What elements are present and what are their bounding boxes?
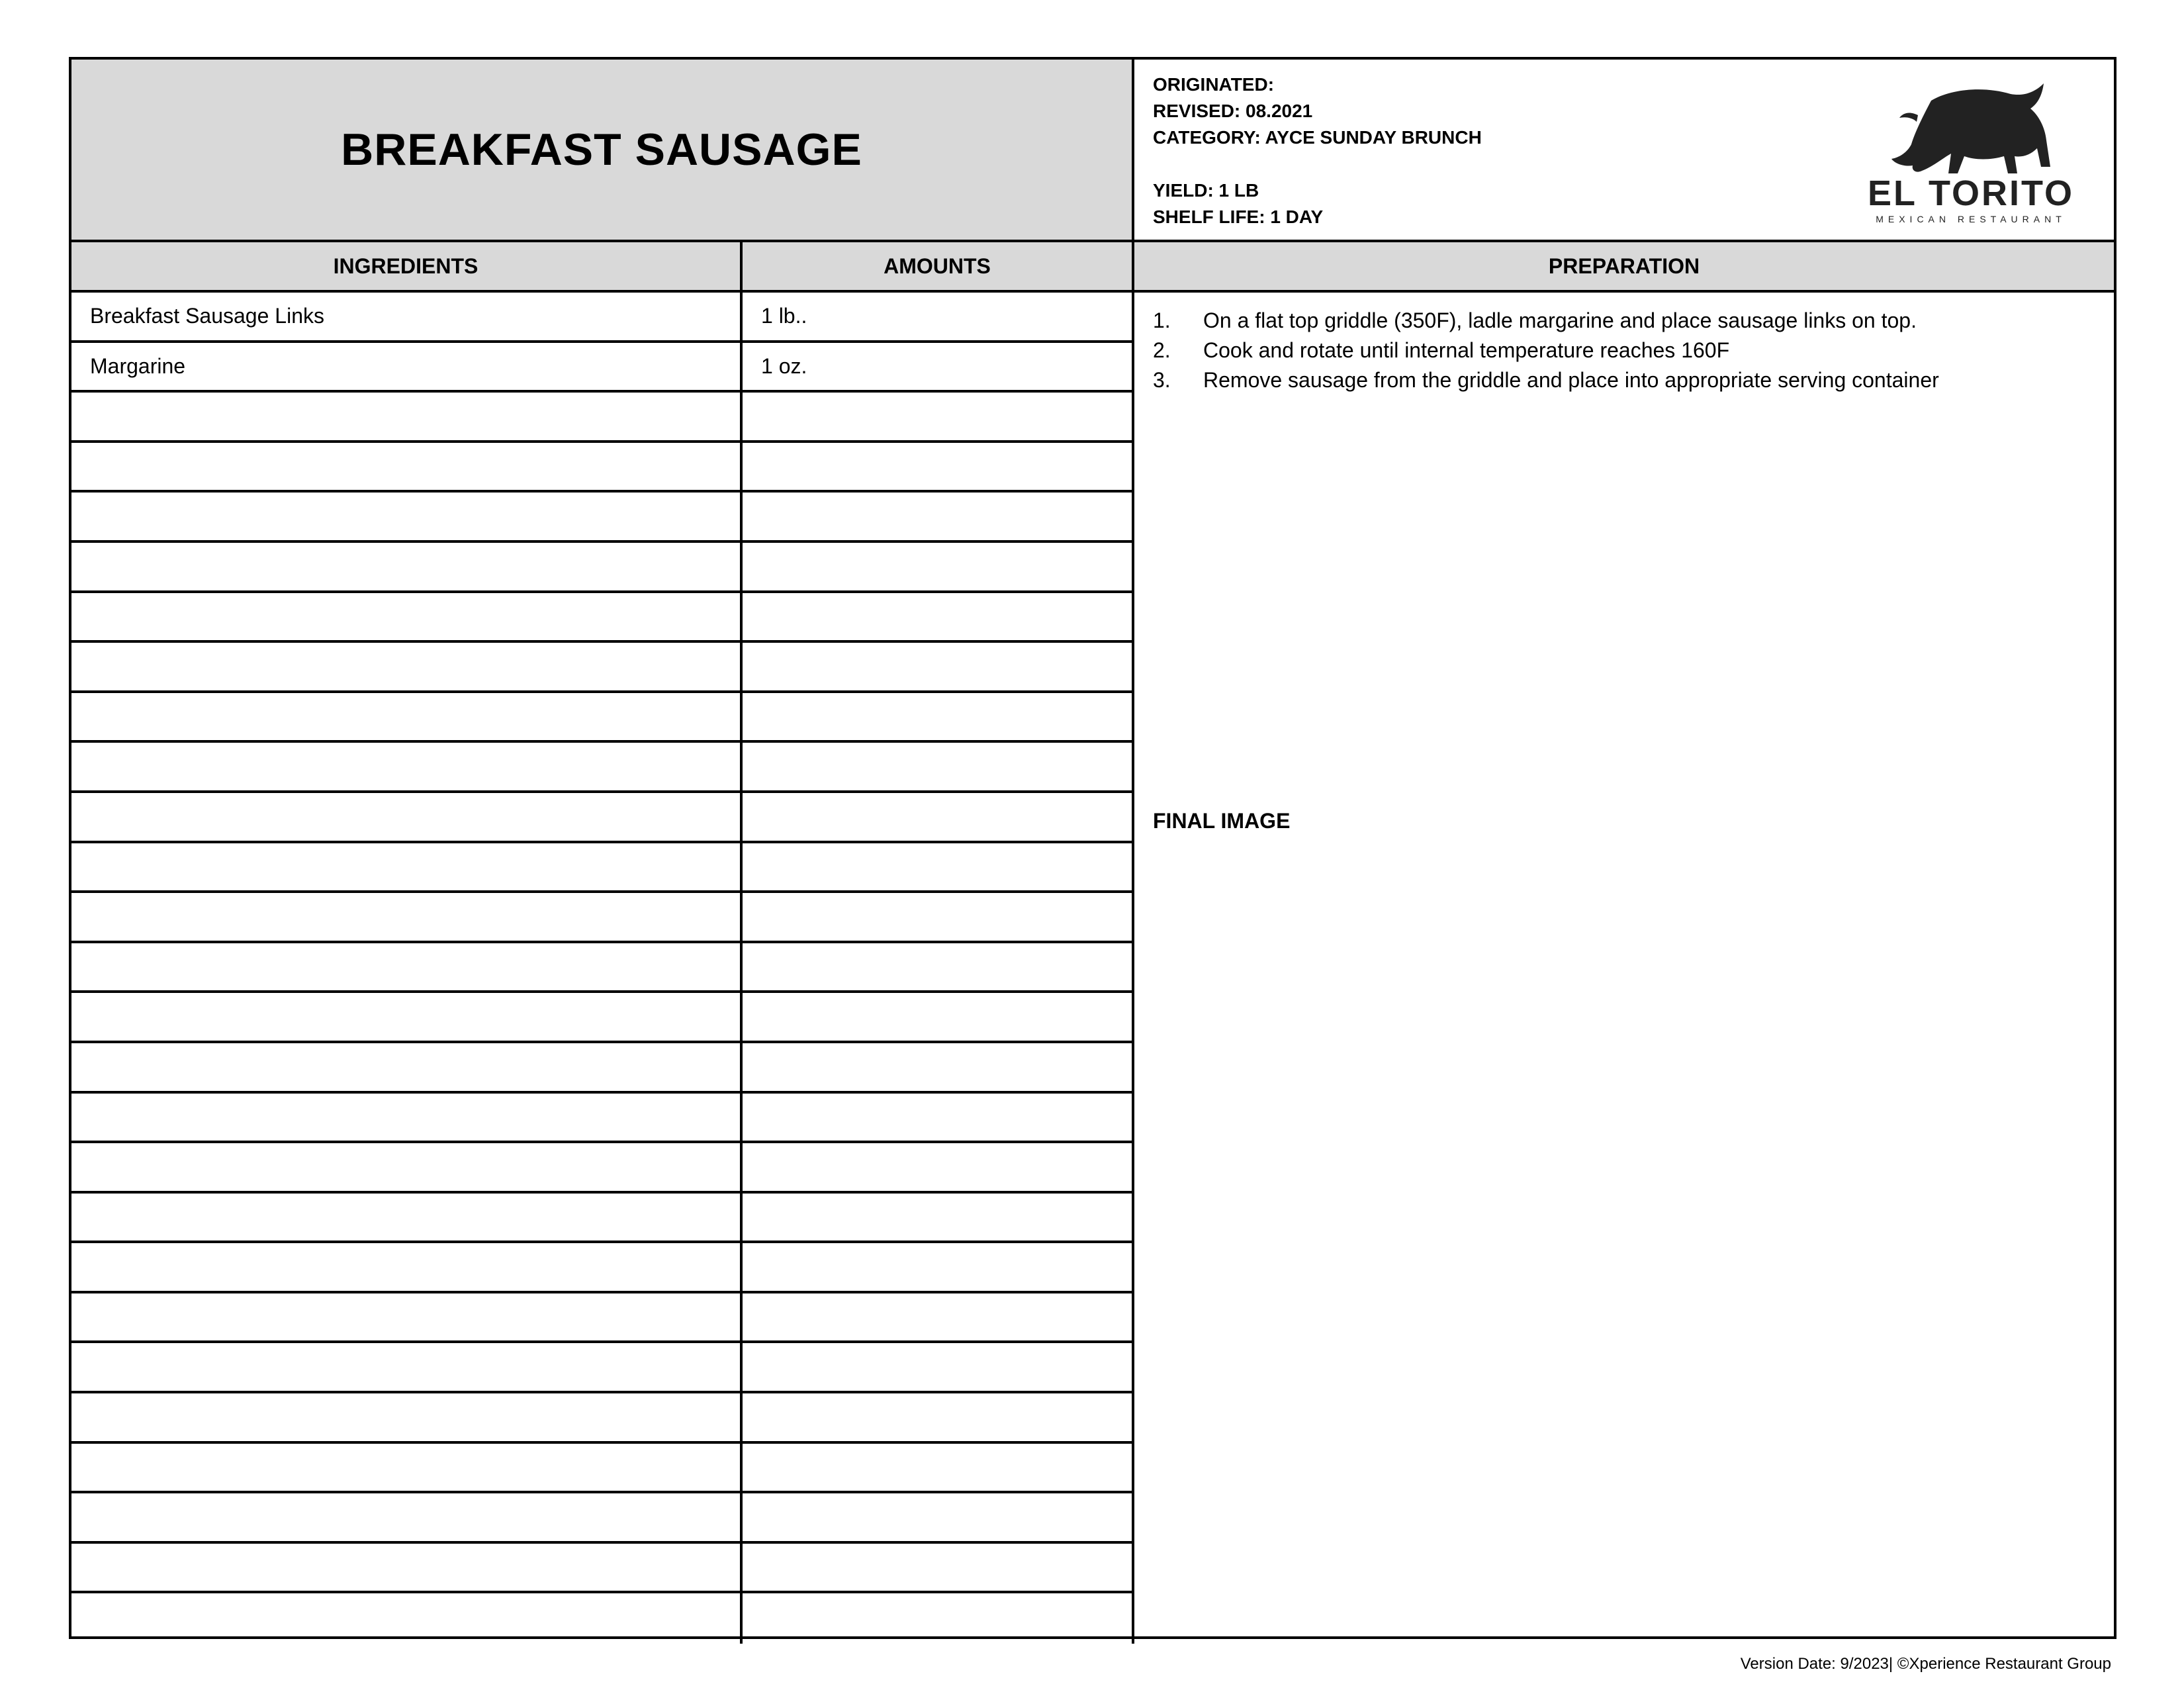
step-number: 1. xyxy=(1153,308,1171,332)
table-row xyxy=(71,1593,1134,1644)
table-row xyxy=(71,1094,1134,1144)
amount-cell xyxy=(743,1143,1134,1191)
table-row xyxy=(71,492,1134,543)
ingredient-cell xyxy=(71,893,743,941)
recipe-title: BREAKFAST SAUSAGE xyxy=(341,124,862,175)
ingredient-cell: Margarine xyxy=(71,343,743,391)
amount-cell xyxy=(743,1094,1134,1141)
ingredient-cell xyxy=(71,1293,743,1341)
preparation-step xyxy=(1153,306,1939,336)
ingredient-cell xyxy=(71,1544,743,1591)
preparation-steps xyxy=(1153,306,1939,395)
logo-wordmark: EL TORITO xyxy=(1867,173,2075,213)
amount-cell xyxy=(743,1243,1134,1291)
amount-cell xyxy=(743,643,1134,690)
table-row xyxy=(71,793,1134,843)
ingredient-cell xyxy=(71,593,743,641)
amount-cell xyxy=(743,1444,1134,1491)
originated-line: ORIGINATED: xyxy=(1153,74,1275,95)
step-number: 3. xyxy=(1153,368,1171,392)
table-row xyxy=(71,1143,1134,1194)
ingredient-cell xyxy=(71,443,743,491)
ingredient-cell xyxy=(71,492,743,540)
amounts-header: AMOUNTS xyxy=(743,242,1134,293)
ingredient-cell xyxy=(71,1393,743,1441)
ingredient-cell xyxy=(71,993,743,1041)
preparation-step xyxy=(1153,336,1939,365)
ingredient-cell xyxy=(71,1143,743,1191)
amount-cell xyxy=(743,492,1134,540)
table-row xyxy=(71,1243,1134,1293)
amount-cell xyxy=(743,1593,1134,1644)
ingredient-cell xyxy=(71,793,743,841)
recipe-card xyxy=(69,57,2116,1639)
ingredient-cell xyxy=(71,1043,743,1091)
table-row xyxy=(71,1194,1134,1244)
table-row xyxy=(71,443,1134,493)
version-footer: Version Date: 9/2023| ©Xperience Restaurant Group xyxy=(1740,1655,2111,1673)
amount-cell xyxy=(743,743,1134,790)
shelf-life-line: SHELF LIFE: 1 DAY xyxy=(1153,207,1324,227)
recipe-meta xyxy=(1153,71,1482,230)
ingredients-header: INGREDIENTS xyxy=(71,242,743,293)
amount-cell xyxy=(743,693,1134,741)
amount-cell xyxy=(743,1194,1134,1241)
ingredient-cell xyxy=(71,1493,743,1541)
step-text: Cook and rotate until internal temperature reaches 160F xyxy=(1203,338,1730,362)
el-torito-logo xyxy=(1852,74,2090,226)
ingredient-cell xyxy=(71,943,743,991)
table-row xyxy=(71,643,1134,693)
category-line: CATEGORY: AYCE SUNDAY BRUNCH xyxy=(1153,127,1482,148)
ingredient-cell xyxy=(71,1243,743,1291)
bull-icon xyxy=(1891,83,2050,173)
table-row xyxy=(71,943,1134,994)
table-row xyxy=(71,843,1134,894)
table-row xyxy=(71,1393,1134,1444)
revised-line: REVISED: 08.2021 xyxy=(1153,101,1313,121)
ingredient-cell xyxy=(71,1094,743,1141)
amount-cell xyxy=(743,443,1134,491)
ingredient-cell xyxy=(71,1194,743,1241)
ingredient-cell xyxy=(71,1593,743,1644)
logo-tagline: MEXICAN RESTAURANT xyxy=(1876,214,2066,224)
amount-cell xyxy=(743,1544,1134,1591)
table-row xyxy=(71,693,1134,743)
preparation-panel xyxy=(1134,293,2114,1636)
table-row xyxy=(71,993,1134,1043)
table-row xyxy=(71,1293,1134,1344)
step-text: On a flat top griddle (350F), ladle margarine and place sausage links on top. xyxy=(1203,308,1917,332)
ingredient-cell xyxy=(71,843,743,891)
table-row xyxy=(71,1343,1134,1393)
step-text: Remove sausage from the griddle and place into appropriate serving container xyxy=(1203,368,1939,392)
ingredient-cell xyxy=(71,1444,743,1491)
amount-cell xyxy=(743,393,1134,440)
amount-cell: 1 oz. xyxy=(743,343,1134,391)
amount-cell xyxy=(743,543,1134,590)
title-cell xyxy=(71,60,1134,242)
amount-cell xyxy=(743,1393,1134,1441)
table-row xyxy=(71,393,1134,443)
amount-cell xyxy=(743,1293,1134,1341)
ingredient-cell: Breakfast Sausage Links xyxy=(71,293,743,340)
table-row xyxy=(71,593,1134,643)
amount-cell xyxy=(743,1343,1134,1391)
amount-cell xyxy=(743,793,1134,841)
preparation-header: PREPARATION xyxy=(1134,242,2114,293)
amount-cell: 1 lb.. xyxy=(743,293,1134,340)
table-row xyxy=(71,893,1134,943)
final-image-label: FINAL IMAGE xyxy=(1153,809,1291,833)
amount-cell xyxy=(743,1493,1134,1541)
table-row xyxy=(71,293,1134,343)
amount-cell xyxy=(743,843,1134,891)
ingredient-cell xyxy=(71,693,743,741)
amount-cell xyxy=(743,593,1134,641)
ingredient-cell xyxy=(71,643,743,690)
amount-cell xyxy=(743,943,1134,991)
step-number: 2. xyxy=(1153,338,1171,362)
table-row xyxy=(71,1043,1134,1094)
ingredient-cell xyxy=(71,743,743,790)
preparation-step xyxy=(1153,365,1939,395)
table-row xyxy=(71,1544,1134,1594)
table-row xyxy=(71,1493,1134,1544)
ingredients-table xyxy=(71,293,1134,1644)
ingredient-cell xyxy=(71,1343,743,1391)
amount-cell xyxy=(743,993,1134,1041)
table-row xyxy=(71,343,1134,393)
meta-cell xyxy=(1134,60,2114,242)
ingredient-cell xyxy=(71,393,743,440)
amount-cell xyxy=(743,1043,1134,1091)
table-row xyxy=(71,743,1134,793)
amount-cell xyxy=(743,893,1134,941)
ingredient-cell xyxy=(71,543,743,590)
yield-line: YIELD: 1 LB xyxy=(1153,180,1259,201)
table-row xyxy=(71,1444,1134,1494)
table-row xyxy=(71,543,1134,593)
